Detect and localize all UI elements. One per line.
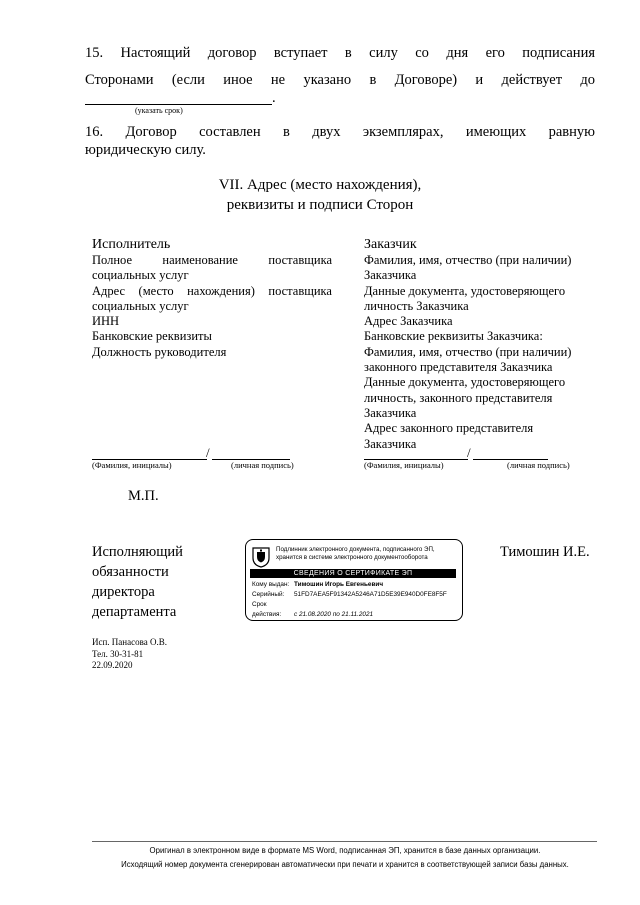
section-title-line-2: реквизиты и подписи Сторон: [226, 197, 414, 213]
customer-line: личность, законного представителя: [364, 390, 553, 405]
executor-info-date: 22.09.2020: [92, 660, 133, 670]
executor-line: Полное наименование поставщика: [92, 253, 332, 267]
section-title: [0, 175, 640, 215]
footer: [80, 844, 610, 872]
customer-line: Заказчика: [364, 405, 417, 420]
stamp-certificate-bar: СВЕДЕНИЯ О СЕРТИФИКАТЕ ЭП: [250, 569, 456, 578]
stamp-header: [276, 546, 435, 561]
customer-line: Фамилия, имя, отчество (при наличии): [364, 253, 572, 267]
customer-sign-slash: /: [467, 445, 471, 460]
footer-line-1: Оригинал в электронном виде в формате MS Word, подписанная ЭП, хранится в базе данных организации.: [149, 846, 541, 855]
customer-line: Адрес законного представителя: [364, 421, 534, 436]
customer-line: Данные документа, удостоверяющего: [364, 375, 566, 390]
executor-info-phone: Тел. 30-31-81: [92, 648, 144, 659]
executor-line: ИНН: [92, 314, 120, 329]
signatory-name: Тимошин И.Е.: [500, 544, 590, 560]
stamp-serial-value: 51FD7AEA5F91342A5246A71D5E39E940D0FE8F5F: [294, 591, 447, 598]
stamp-valid-value: с 21.08.2020 по 21.11.2021: [294, 611, 374, 618]
executor-line: социальных услуг: [92, 268, 189, 283]
executor-name-caption: (Фамилия, инициалы): [92, 460, 172, 470]
customer-column: [364, 236, 594, 452]
section-title-line-1: VII. Адрес (место нахождения),: [218, 177, 422, 193]
customer-heading: Заказчик: [364, 237, 417, 252]
clause-15-line-1: 15. Настоящий договор вступает в силу со дня его подписания: [85, 45, 595, 61]
executor-line: социальных услуг: [92, 298, 189, 313]
stamp-valid-label: Срок действия:: [252, 601, 282, 618]
executor-line: Адрес (место нахождения) поставщика: [92, 283, 332, 298]
seal-place-label: М.П.: [128, 488, 159, 504]
signatory-position-line: обязанности: [92, 564, 169, 580]
stamp-owner-row: [252, 580, 458, 590]
term-blank-line: [85, 104, 272, 105]
customer-line: Адрес Заказчика: [364, 314, 453, 329]
executor-signature-caption: (личная подпись): [231, 460, 294, 470]
stamp-owner-value: Тимошин Игорь Евгеньевич: [294, 581, 384, 588]
stamp-details: [252, 580, 458, 620]
executor-info-name: Исп. Панасова О.В.: [92, 637, 167, 647]
customer-line: Данные документа, удостоверяющего: [364, 283, 566, 298]
stamp-owner-label: Кому выдан:: [252, 581, 290, 588]
stamp-serial-label: Серийный:: [252, 591, 285, 598]
clause-15-line-2: Сторонами (если иное не указано в Договоре) и действует до: [85, 72, 595, 88]
footer-line-2: Исходящий номер документа сгенерирован автоматически при печати и хранится в соответствующей записи базы данных.: [121, 860, 569, 869]
customer-line: Фамилия, имя, отчество (при наличии): [364, 344, 572, 359]
signatory-position-line: департамента: [92, 604, 177, 620]
executor-column: [92, 236, 332, 360]
stamp-header-line-2: хранится в системе электронного документооборота: [276, 553, 428, 561]
e-signature-stamp: [245, 539, 463, 621]
executor-heading: Исполнитель: [92, 237, 171, 252]
customer-signature-caption: (личная подпись): [507, 460, 570, 470]
customer-line: Банковские реквизиты Заказчика:: [364, 329, 543, 344]
customer-line: личность Заказчика: [364, 298, 469, 313]
customer-name-caption: (Фамилия, инициалы): [364, 460, 444, 470]
stamp-valid-row: [252, 600, 458, 620]
clause-15-period: .: [272, 90, 276, 106]
clause-16-line-2: юридическую силу.: [85, 142, 206, 158]
signatory-position: [92, 542, 183, 622]
customer-line: Заказчика: [364, 268, 417, 283]
executor-info: [92, 637, 167, 672]
signatory-position-line: Исполняющий: [92, 544, 183, 560]
customer-line: Заказчика: [364, 436, 417, 451]
executor-line: Должность руководителя: [92, 344, 227, 359]
customer-line: законного представителя Заказчика: [364, 360, 553, 375]
signatory-position-line: директора: [92, 584, 155, 600]
stamp-serial-row: [252, 590, 458, 600]
executor-line: Банковские реквизиты: [92, 329, 212, 344]
executor-sign-slash: /: [206, 445, 210, 460]
clause-16-line-1: 16. Договор составлен в двух экземплярах, имеющих равную: [85, 124, 595, 140]
term-blank-caption: (указать срок): [135, 106, 183, 115]
footer-divider: [92, 841, 597, 842]
stamp-header-line-1: Подлинник электронного документа, подписанного ЭП,: [276, 546, 435, 553]
coat-of-arms-icon: [251, 546, 271, 568]
